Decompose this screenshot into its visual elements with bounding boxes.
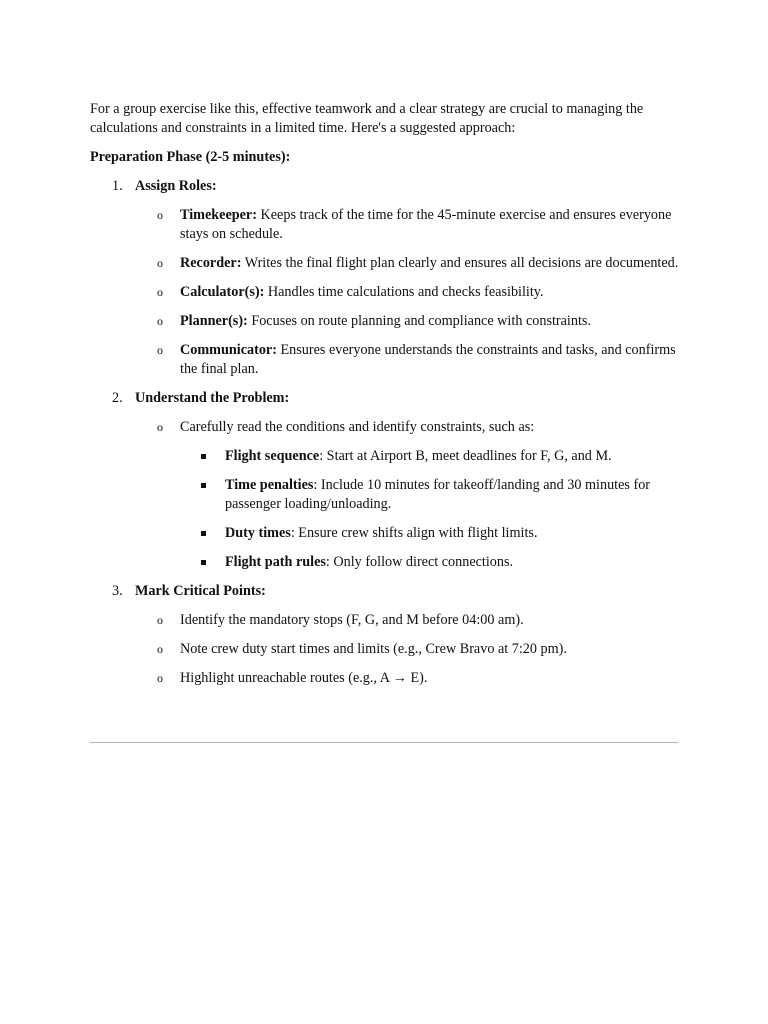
- item-text: Focuses on route planning and compliance with constraints.: [247, 313, 591, 329]
- item-text: : Include 10 minutes for takeoff/landing and 30 minutes for passenger loading/unloading.: [225, 477, 651, 512]
- item-label: Planner(s):: [180, 313, 248, 329]
- list-item: [135, 640, 680, 659]
- step-number: 3.: [112, 583, 123, 599]
- intro-paragraph: For a group exercise like this, effective teamwork and a clear strategy are crucial to managing the calculations and constraints in a limited time. Here's a suggested approach:: [90, 101, 644, 136]
- list-item: [135, 341, 680, 379]
- step-number: 2.: [112, 390, 123, 406]
- horizontal-rule: [90, 742, 678, 743]
- hollow-bullet-icon: o: [157, 314, 163, 328]
- hollow-bullet-icon: o: [157, 671, 163, 685]
- list-item: [135, 254, 680, 273]
- list-item: [135, 611, 680, 630]
- step-item: [90, 582, 680, 688]
- step-title: Assign Roles:: [135, 178, 217, 194]
- list-item: [180, 553, 680, 572]
- role-list: [135, 206, 680, 379]
- list-item: [135, 312, 680, 331]
- item-text: Ensures everyone understands the constraints and tasks, and confirms the final plan.: [180, 342, 676, 377]
- steps-list: [90, 177, 680, 688]
- item-text: : Only follow direct connections.: [325, 554, 514, 570]
- list-item: [135, 283, 680, 302]
- item-label: Timekeeper:: [180, 207, 257, 223]
- constraint-list: [180, 447, 680, 572]
- item-label: Communicator:: [180, 342, 277, 358]
- square-bullet-icon: [201, 531, 206, 536]
- list-item: [135, 669, 680, 688]
- item-text: Handles time calculations and checks feasibility.: [264, 284, 544, 300]
- list-item: [180, 476, 680, 514]
- item-text: Highlight unreachable routes (e.g., A → E).: [180, 670, 428, 686]
- hollow-bullet-icon: o: [157, 285, 163, 299]
- step-title: Understand the Problem:: [135, 390, 290, 406]
- list-item: [135, 206, 680, 244]
- hollow-bullet-icon: o: [157, 343, 163, 357]
- item-text: Identify the mandatory stops (F, G, and M before 04:00 am).: [180, 612, 524, 628]
- square-bullet-icon: [201, 560, 206, 565]
- item-text: Writes the final flight plan clearly and ensures all decisions are documented.: [241, 255, 679, 271]
- problem-list: [135, 418, 680, 572]
- item-label: Time penalties: [225, 477, 314, 493]
- list-item: [180, 524, 680, 543]
- item-text: Carefully read the conditions and identify constraints, such as:: [180, 419, 535, 435]
- square-bullet-icon: [201, 483, 206, 488]
- item-label: Flight sequence: [225, 448, 320, 464]
- square-bullet-icon: [201, 454, 206, 459]
- step-item: [90, 389, 680, 572]
- item-text: : Start at Airport B, meet deadlines for F, G, and M.: [319, 448, 612, 464]
- hollow-bullet-icon: o: [157, 208, 163, 222]
- phase-heading: Preparation Phase (2-5 minutes):: [90, 149, 291, 165]
- list-item: [135, 418, 680, 572]
- item-text: : Ensure crew shifts align with flight limits.: [290, 525, 538, 541]
- item-label: Recorder:: [180, 255, 242, 271]
- item-label: Flight path rules: [225, 554, 326, 570]
- step-item: [90, 177, 680, 379]
- hollow-bullet-icon: o: [157, 256, 163, 270]
- item-label: Calculator(s):: [180, 284, 265, 300]
- critical-points-list: [135, 611, 680, 688]
- step-title: Mark Critical Points:: [135, 583, 266, 599]
- item-label: Duty times: [225, 525, 291, 541]
- item-text: Note crew duty start times and limits (e.g., Crew Bravo at 7:20 pm).: [180, 641, 567, 657]
- hollow-bullet-icon: o: [157, 642, 163, 656]
- item-text: Keeps track of the time for the 45-minute exercise and ensures everyone stays on schedule.: [180, 207, 672, 242]
- hollow-bullet-icon: o: [157, 420, 163, 434]
- list-item: [180, 447, 680, 466]
- document-body: [90, 100, 680, 698]
- step-number: 1.: [112, 178, 123, 194]
- hollow-bullet-icon: o: [157, 613, 163, 627]
